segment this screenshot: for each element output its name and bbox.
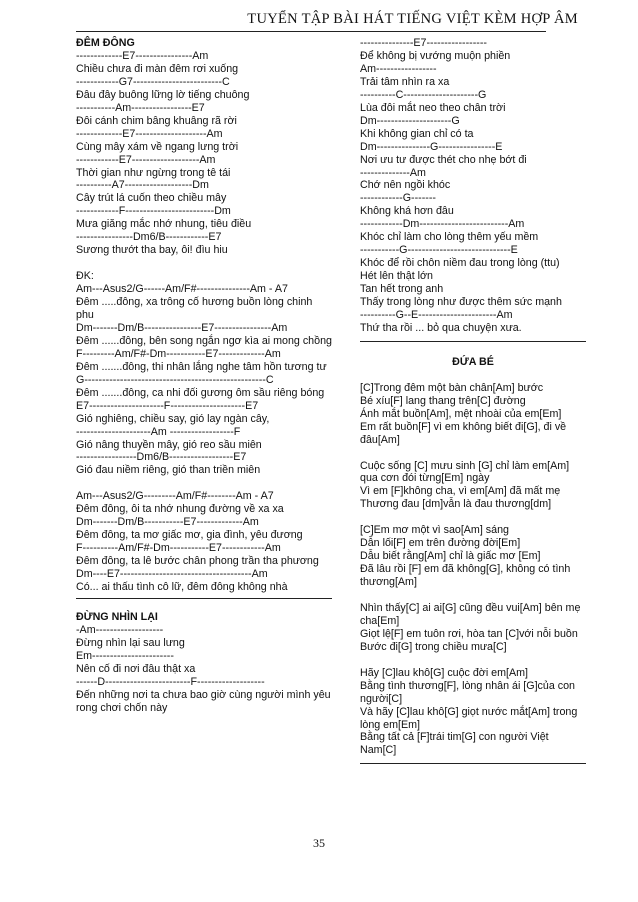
lyric-line bbox=[76, 257, 332, 270]
lyric-line: Thấy trong lòng như được thêm sức mạnh bbox=[360, 296, 562, 309]
lyric-line: F----------Am/F#-Dm-----------E7------------Am bbox=[76, 542, 281, 555]
lyric-line: Cùng mây xám về ngang lưng trời bbox=[76, 140, 239, 153]
lyric-line: Dm-------Dm/B-----------E7-------------Am bbox=[76, 516, 259, 529]
lyric-line: ----------------Dm6/B------------E7 bbox=[76, 231, 222, 244]
lyric-line: Bé xíu[F] lang thang trên[C] đường bbox=[360, 394, 526, 407]
song-title: ĐÊM ĐÔNG bbox=[76, 37, 135, 49]
lyric-line: Hãy [C]lau khô[G] cuộc đời em[Am] bbox=[360, 666, 528, 679]
lyric-line: Đã lâu rồi [F] em đã không[G], không có tình thương[Am] bbox=[360, 563, 574, 589]
lyric-line: [C]Trong đêm một bàn chân[Am] bước bbox=[360, 381, 544, 394]
lyric-line: Không khá hơn đâu bbox=[360, 205, 454, 218]
lyric-line: Bằng tình thương[F], lòng nhân ái [G]của con người[C] bbox=[360, 679, 578, 705]
song-title: ĐỨA BÉ bbox=[452, 355, 494, 368]
left-column bbox=[76, 37, 332, 715]
lyric-line: F---------Am/F#-Dm-----------E7-------------Am bbox=[76, 347, 281, 360]
lyric-line: ----------G--E----------------------Am bbox=[360, 309, 513, 322]
lyric-line: Bước đi[G] trong chiều mưa[C] bbox=[360, 640, 507, 653]
lyric-line: Khóc để rồi chôn niềm đau trong lòng (ttu) bbox=[360, 257, 560, 270]
lyric-line: Khóc chỉ làm cho lòng thêm yếu mềm bbox=[360, 231, 539, 244]
lyric-line: Nơi ưu tư được thét cho nhẹ bớt đi bbox=[360, 153, 527, 166]
lyric-line: Để không bị vướng muộn phiền bbox=[360, 49, 511, 62]
section-divider bbox=[360, 341, 586, 342]
lyric-line: ----------A7-------------------Dm bbox=[76, 179, 209, 192]
lyric-line: -Am------------------- bbox=[76, 623, 164, 636]
right-column bbox=[360, 37, 586, 778]
lyric-line: ------D------------------------F------------------- bbox=[76, 675, 265, 688]
lyric-line: Đêm .......đông, ca nhi đối gương ôm sầu riêng bóng bbox=[76, 386, 325, 399]
song-title: ĐỪNG NHÌN LẠI bbox=[76, 610, 158, 623]
lyric-line: Em----------------------- bbox=[76, 649, 174, 662]
lyric-line: Em rất buồn[F] vì em không biết đi[G], đi về đâu[Am] bbox=[360, 420, 570, 446]
lyric-line: Đêm .....đông, xa trông cố hương buồn lòng chinh phu bbox=[76, 296, 316, 321]
lyric-line: Gió nâng thuyền mây, gió reo sầu miên bbox=[76, 438, 262, 451]
lyric-line: Mưa giăng mắc nhớ nhung, tiêu điều bbox=[76, 218, 252, 231]
lyric-line: ------------E7-------------------Am bbox=[76, 153, 216, 166]
section-divider bbox=[76, 598, 332, 599]
lyric-line: ---------------E7----------------- bbox=[360, 37, 487, 49]
lyric-line: Cuộc sống [C] mưu sinh [G] chỉ làm em[Am] qua cơn đói từng[Em] ngày bbox=[360, 459, 573, 485]
section-divider bbox=[360, 763, 586, 764]
lyric-line: Đêm .......đông, thi nhân lắng nghe tâm hồn tương tư bbox=[76, 360, 327, 373]
lyric-line: ------------G------- bbox=[360, 192, 436, 205]
lyric-line: Nhìn thấy[C] ai ai[G] cũng đều vui[Am] bên mẹ cha[Em] bbox=[360, 601, 584, 627]
lyric-line: Bằng tất cả [F]trái tim[G] con người Việt Nam[C] bbox=[360, 731, 552, 757]
lyric-line bbox=[360, 654, 586, 667]
lyric-line bbox=[360, 589, 586, 602]
lyric-line: Cây trút lá cuốn theo chiều mây bbox=[76, 192, 227, 205]
lyric-line: ---------------------Am ------------------F bbox=[76, 425, 241, 438]
lyric-line: Gió nghiêng, chiều say, gió lay ngàn cây, bbox=[76, 412, 270, 425]
lyric-line: Đêm ......đông, bên song ngắn ngơ kìa ai mong chồng bbox=[76, 334, 332, 347]
lyric-line: Khi không gian chỉ có ta bbox=[360, 127, 474, 140]
lyric-line: Dẫn lối[F] em trên đường đời[Em] bbox=[360, 537, 521, 550]
lyric-line: Đến những nơi ta chưa bao giờ cùng người mình yêu rong chơi chốn này bbox=[76, 688, 334, 714]
lyric-line bbox=[360, 369, 586, 382]
lyric-line: Đâu đây buông lững lờ tiếng chuông bbox=[76, 88, 250, 101]
lyric-line: Dẫu biết rằng[Am] chỉ là giấc mơ [Em] bbox=[360, 550, 541, 563]
lyric-line: Lùa đôi mắt neo theo chân trời bbox=[360, 101, 506, 114]
lyric-line: Có... ai thấu tình cô lữ, đêm đông không nhà bbox=[76, 581, 288, 593]
lyric-line: Đêm đông, ta mơ giấc mơ, gia đình, yêu đương bbox=[76, 529, 303, 542]
lyric-line: Am----------------- bbox=[360, 62, 437, 75]
lyric-line: Vì em [F]không cha, vì em[Am] đã mất mẹ bbox=[360, 485, 561, 498]
lyric-line: ------------Dm-------------------------Am bbox=[360, 218, 525, 231]
lyric-line: Thương đau [dm]vẫn là đau thương[dm] bbox=[360, 498, 552, 511]
lyric-line bbox=[360, 447, 586, 460]
lyric-line bbox=[76, 477, 332, 490]
lyric-line: Chiều chưa đi màn đêm rơi xuống bbox=[76, 62, 239, 75]
lyric-line: -----------------Dm6/B------------------E7 bbox=[76, 451, 247, 464]
lyric-line: -----------G-----------------------------E bbox=[360, 244, 518, 257]
lyric-line: Hét lên thật lớn bbox=[360, 270, 433, 283]
header-rule bbox=[76, 31, 546, 32]
lyric-line: Giọt lệ[F] em tuôn rơi, hòa tan [C]với nỗi buồn bbox=[360, 627, 578, 640]
lyric-line: Sương thướt tha bay, ôi! đìu hiu bbox=[76, 244, 228, 257]
lyric-line: -------------E7--------------------Am bbox=[76, 127, 223, 140]
lyric-line: E7---------------------F---------------------E7 bbox=[76, 399, 259, 412]
lyric-line: ------------G7-------------------------C bbox=[76, 75, 230, 88]
lyric-line: --------------Am bbox=[360, 166, 426, 179]
lyric-line: Am---Asus2/G---------Am/F#--------Am - A7 bbox=[76, 490, 274, 503]
lyric-line: [C]Em mơ một vì sao[Am] sáng bbox=[360, 524, 509, 537]
page-header: TUYỂN TẬP BÀI HÁT TIẾNG VIỆT KÈM HỢP ÂM bbox=[247, 11, 578, 27]
lyric-line: Đừng nhìn lại sau lưng bbox=[76, 636, 185, 649]
lyric-line: Thời gian như ngừng trong tê tái bbox=[76, 166, 231, 179]
lyric-line: Chớ nên ngồi khóc bbox=[360, 179, 451, 192]
lyric-line: Đôi cánh chim bâng khuâng rã rời bbox=[76, 114, 237, 127]
lyric-line: Đêm đông, ôi ta nhớ nhung đường về xa xa bbox=[76, 503, 284, 516]
page-number: 35 bbox=[313, 836, 325, 850]
lyric-line: Dm----E7-------------------------------------Am bbox=[76, 568, 268, 581]
lyric-line bbox=[360, 511, 586, 524]
lyric-line: G---------------------------------------------------C bbox=[76, 373, 274, 386]
lyric-line: -----------Am-----------------E7 bbox=[76, 101, 205, 114]
lyric-line: -------------E7----------------Am bbox=[76, 49, 209, 62]
lyric-line: ------------F-------------------------Dm bbox=[76, 205, 231, 218]
lyric-line: ĐK: bbox=[76, 270, 94, 283]
lyric-line: Nên cố đi nơi đâu thật xa bbox=[76, 662, 196, 675]
lyric-line: Và hãy [C]lau khô[G] giọt nước mắt[Am] trong lòng em[Em] bbox=[360, 705, 581, 731]
lyric-line: Dm---------------G----------------E bbox=[360, 140, 503, 153]
lyric-line: Dm-------Dm/B----------------E7----------------Am bbox=[76, 321, 288, 334]
lyric-line: Thứ tha rồi ... bỏ qua chuyện xưa. bbox=[360, 321, 522, 334]
lyric-line: Trải tâm nhìn ra xa bbox=[360, 75, 450, 88]
lyric-line: Đêm đông, ta lê bước chân phong trần tha phương bbox=[76, 555, 319, 568]
lyric-line: Ánh mắt buồn[Am], mệt nhoài của em[Em] bbox=[360, 407, 562, 420]
lyric-line: ----------C---------------------G bbox=[360, 88, 487, 101]
lyric-line: Gió đau niềm riêng, gió than triền miên bbox=[76, 464, 261, 477]
lyric-line: Am---Asus2/G------Am/F#---------------Am - A7 bbox=[76, 283, 288, 296]
lyric-line: Dm---------------------G bbox=[360, 114, 460, 127]
lyric-line: Tan hết trong anh bbox=[360, 283, 444, 296]
